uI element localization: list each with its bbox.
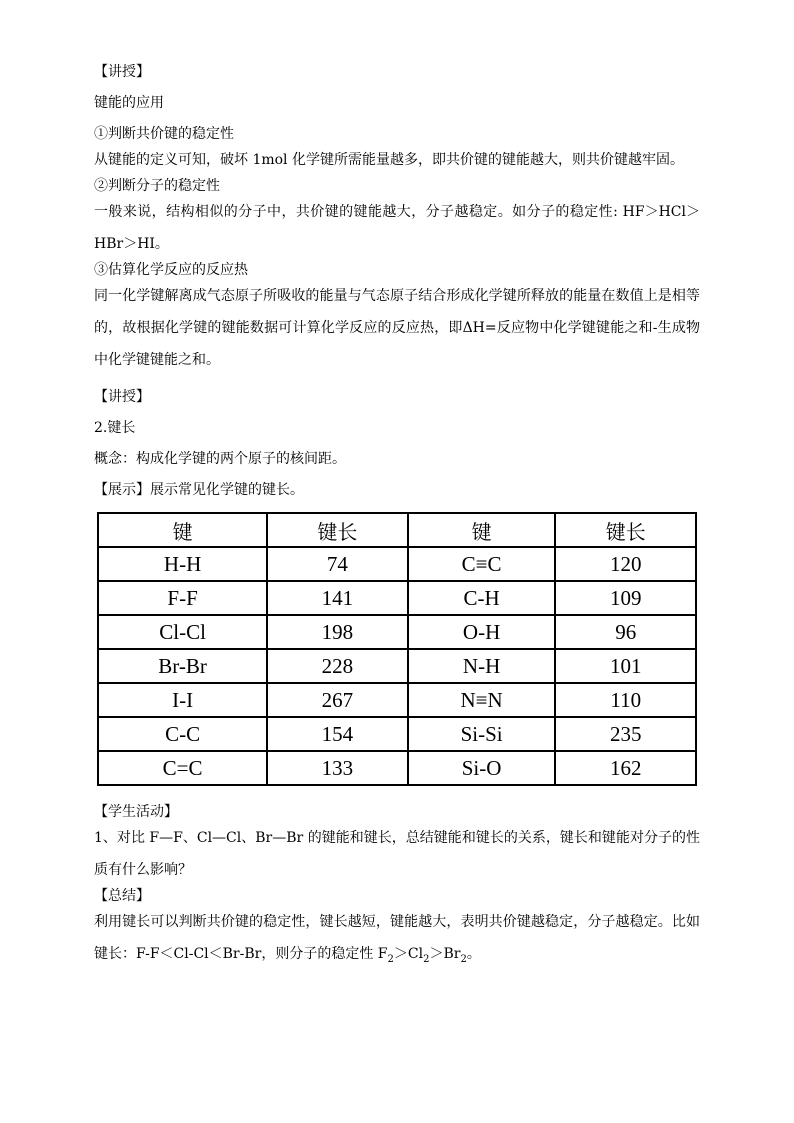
summary-end: 。 [466, 946, 481, 962]
table-cell: C-C [98, 717, 267, 751]
item-label-3: ③估算化学反应的反应热 [94, 262, 248, 278]
student-activity-question: 1、对比 F—F、Cl—Cl、Br—Br 的键能和键长，总结键能和键长的关系，键长和键能对分子的性质有什么影响？ [94, 830, 700, 878]
table-cell: F-F [98, 581, 267, 615]
table-cell: 109 [555, 581, 696, 615]
concept-definition: 概念：构成化学键的两个原子的核间距。 [94, 451, 346, 467]
item-text-2: 一般来说，结构相似的分子中，共价键的键能越大，分子越稳定。如分子的稳定性: HF＞HCl＞HBr＞HI。 [94, 204, 700, 252]
table-row [98, 717, 696, 751]
summary-gt-cl: ＞Cl [393, 946, 424, 962]
table-cell: 101 [555, 649, 696, 683]
section-heading-lecture-2: 【讲授】 [94, 389, 150, 405]
table-cell: 162 [555, 751, 696, 785]
summary-gt-br: ＞Br [429, 946, 461, 962]
table-cell: 198 [267, 615, 407, 649]
document-page [94, 62, 700, 976]
table-cell: N-H [408, 649, 556, 683]
table-cell: 235 [555, 717, 696, 751]
summary-text [94, 906, 700, 976]
table-cell: 110 [555, 683, 696, 717]
table-header-row [98, 513, 696, 547]
section-heading-lecture: 【讲授】 [94, 64, 150, 80]
item-text-1: 从键能的定义可知，破坏 1mol 化学键所需能量越多，即共价键的键能越大，则共价键越牢固。 [94, 152, 684, 168]
header-length-1: 键长 [267, 513, 407, 547]
table-cell: C=C [98, 751, 267, 785]
section-heading-student-activity: 【学生活动】 [94, 804, 178, 820]
subscript: 2 [387, 953, 394, 965]
table-cell: 154 [267, 717, 407, 751]
table-cell: Si-O [408, 751, 556, 785]
header-length-2: 键长 [555, 513, 696, 547]
table-cell: O-H [408, 615, 556, 649]
table-cell: N≡N [408, 683, 556, 717]
subscript: 2 [423, 953, 430, 965]
table-cell: 74 [267, 547, 407, 581]
table-cell: 228 [267, 649, 407, 683]
topic-bond-length: 2.键长 [94, 420, 136, 436]
table-cell: I-I [98, 683, 267, 717]
table-cell: Br-Br [98, 649, 267, 683]
table-row [98, 751, 696, 785]
topic-bond-energy-application: 键能的应用 [94, 95, 164, 111]
table-cell: 96 [555, 615, 696, 649]
table-cell: 133 [267, 751, 407, 785]
item-label-2: ②判断分子的稳定性 [94, 178, 220, 194]
table-row [98, 615, 696, 649]
item-text-3: 同一化学键解离成气态原子所吸收的能量与气态原子结合形成化学键所释放的能量在数值上是相等的，故根据化学键的键能数据可计算化学反应的反应热，即ΔH=反应物中化学键键能之和-生成物中化学键键能之和。 [94, 288, 700, 368]
header-bond-2: 键 [408, 513, 556, 547]
table-cell: C≡C [408, 547, 556, 581]
summary-main: 利用键长可以判断共价键的稳定性，键长越短，键能越大，表明共价键越稳定，分子越稳定。比如键长：F-F＜Cl-Cl＜Br-Br，则分子的稳定性 F [94, 914, 700, 962]
table-cell: 120 [555, 547, 696, 581]
table-cell: Cl-Cl [98, 615, 267, 649]
section-heading-summary: 【总结】 [94, 888, 150, 904]
table-row [98, 683, 696, 717]
item-label-1: ①判断共价键的稳定性 [94, 126, 234, 142]
table-row [98, 649, 696, 683]
table-row [98, 581, 696, 615]
table-cell: 141 [267, 581, 407, 615]
table-cell: C-H [408, 581, 556, 615]
table-row [98, 547, 696, 581]
table-cell: H-H [98, 547, 267, 581]
bond-length-table [97, 512, 697, 786]
table-cell: 267 [267, 683, 407, 717]
header-bond-1: 键 [98, 513, 267, 547]
table-cell: Si-Si [408, 717, 556, 751]
subscript: 2 [460, 953, 467, 965]
show-heading: 【展示】展示常见化学键的键长。 [94, 482, 304, 498]
